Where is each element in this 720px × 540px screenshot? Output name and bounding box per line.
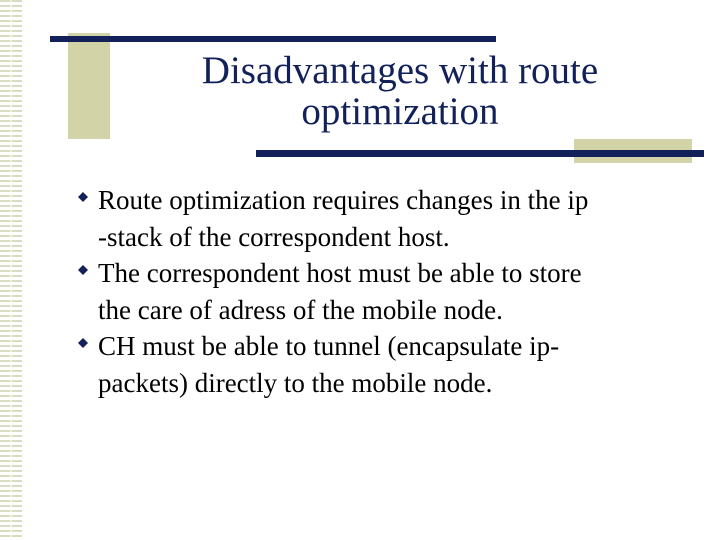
bullet-line: The correspondent host must be able to store bbox=[98, 258, 582, 288]
bullet-item bbox=[76, 328, 701, 401]
top-rule bbox=[50, 36, 496, 42]
bullet-list bbox=[76, 182, 701, 401]
diamond-bullet-icon bbox=[78, 265, 88, 275]
bullet-line: CH must be able to tunnel (encapsulate ip- bbox=[98, 331, 560, 361]
bullet-line: -stack of the correspondent host. bbox=[98, 221, 450, 252]
title-line-2: optimization bbox=[301, 90, 499, 133]
bullet-item bbox=[76, 182, 701, 255]
left-stripe-pattern bbox=[0, 0, 22, 540]
bullet-line: the care of adress of the mobile node. bbox=[98, 294, 503, 325]
decorative-block-top-left bbox=[68, 33, 110, 139]
slide-title bbox=[150, 50, 650, 132]
bottom-rule bbox=[256, 150, 704, 157]
diamond-bullet-icon bbox=[78, 192, 88, 202]
bullet-item bbox=[76, 255, 701, 328]
diamond-bullet-icon bbox=[78, 338, 88, 348]
title-line-1: Disadvantages with route bbox=[201, 49, 599, 92]
bullet-line: Route optimization requires changes in the ip bbox=[98, 185, 589, 215]
bullet-line: packets) directly to the mobile node. bbox=[98, 367, 493, 398]
